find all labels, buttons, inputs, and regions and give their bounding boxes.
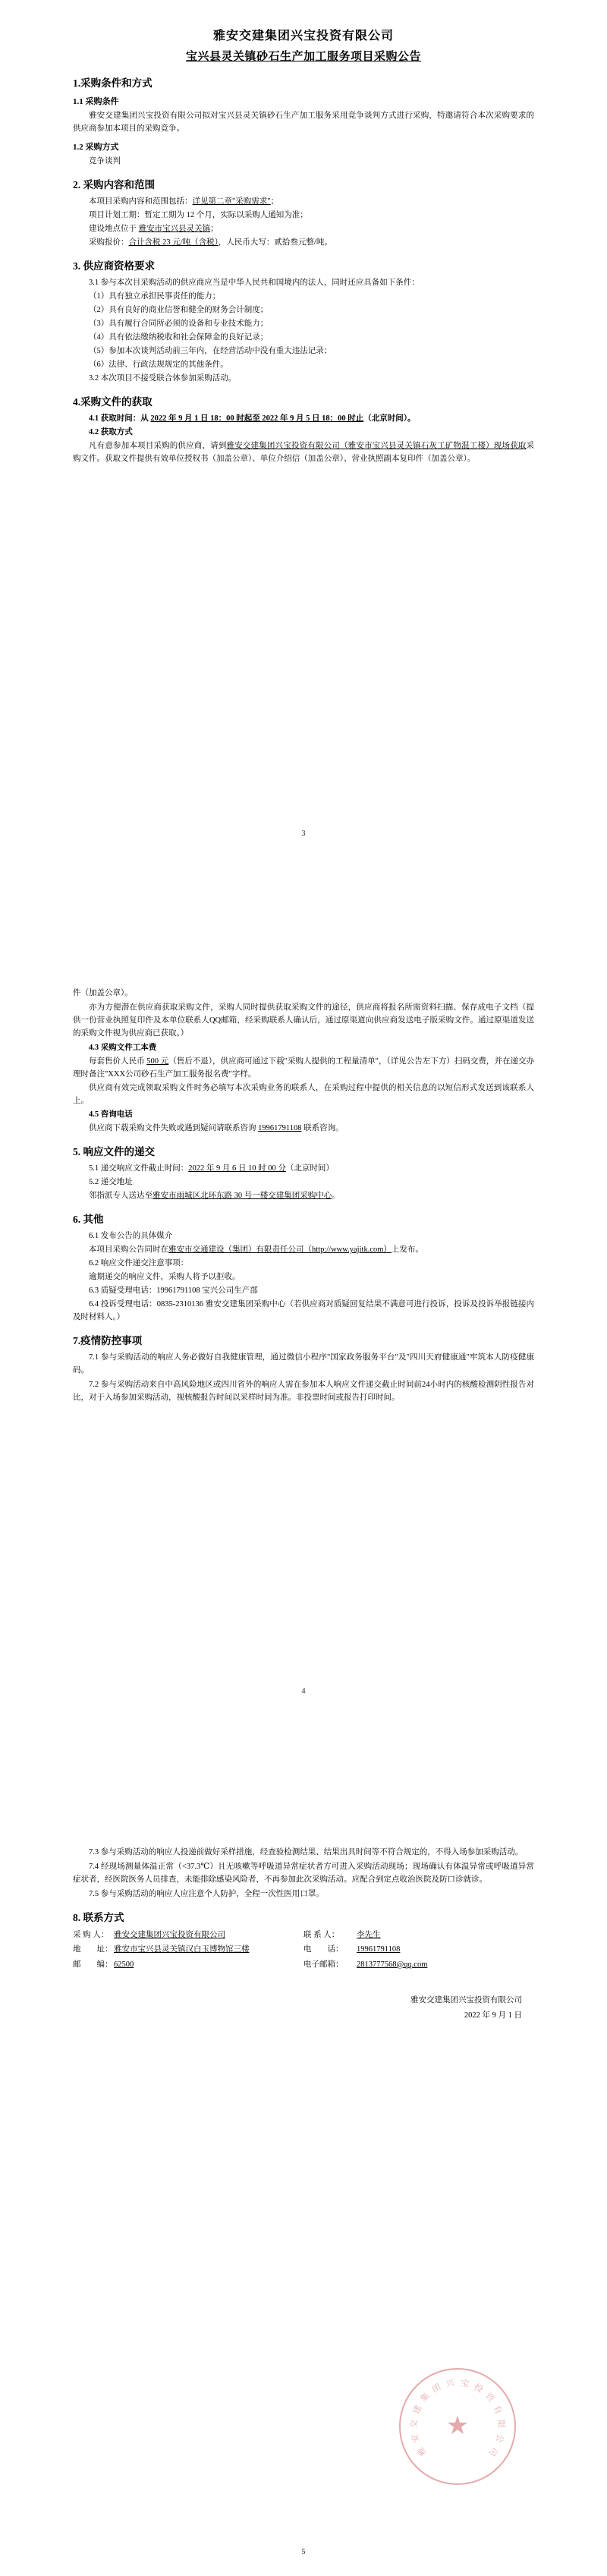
contact-value: 李先生 xyxy=(357,1931,381,1939)
paragraph: 每套售价人民币 500 元（售后不退），供应商可通过下载"采购人提供的工程量清单"，（详见公告左下方）扫码交费，并在递交办理时备注"XXX公司砂石生产加工服务报名费"字样。 xyxy=(73,1057,535,1079)
contact-label: 采 购 人： xyxy=(73,1931,109,1939)
section-heading-2: 2. 采购内容和范围 xyxy=(73,179,155,191)
paragraph: 6.4 投诉受理电话：0835-2310136 雅安交建集团采购中心（若供应商对质疑回复结果不满意可进行投诉，投诉及投诉举报链接内及时材料人。） xyxy=(73,1300,535,1321)
contact-value: 19961791108 xyxy=(357,1945,401,1954)
subsection-heading-1-2: 1.2 采购方式 xyxy=(73,143,119,152)
page-number: 3 xyxy=(301,830,306,838)
continued-fragment: 件（加盖公章）。 xyxy=(73,989,133,997)
paragraph: （6）法律、行政法规规定的其他条件。 xyxy=(89,361,228,369)
contact-label: 电子邮箱： xyxy=(304,1960,344,1969)
paragraph: 6.1 发布公告的具体媒介 xyxy=(89,1232,173,1240)
paragraph: 7.1 参与采购活动的响应人务必做好自我健康管理，通过微信小程序"国家政务服务平台"及"四川天府健康通"牢筑本人防疫健康码。 xyxy=(73,1353,534,1375)
paragraph: 3.2 本次项目不接受联合体参加采购活动。 xyxy=(89,374,237,383)
signature-block xyxy=(73,1993,534,2023)
paragraph: 7.4 经现场测量体温正常（<37.3℃）且无咳嗽等呼吸道异常症状者方可进入采购活动现场；现场确认有体温异常或呼吸道异常症状者，经医院医务人员排查，未能排除感染风险者，不再参加此次采购活动。应配合到定点收治医院及防口诊就诊。 xyxy=(73,1863,534,1884)
section-heading-8: 8. 联系方式 xyxy=(73,1912,124,1923)
paragraph: 4.2 获取方式 xyxy=(89,428,133,436)
page-top-spacer xyxy=(73,858,534,987)
paragraph: 建设地点位于 雅安市宝兴县灵关镇； xyxy=(89,225,219,233)
paragraph: 5.2 递交地址 xyxy=(89,1178,133,1186)
section-heading-6: 6. 其他 xyxy=(73,1214,104,1225)
document-page-1 xyxy=(0,0,607,858)
paragraph: （1）具有独立承担民事责任的能力； xyxy=(89,292,221,301)
company-seal-stamp xyxy=(399,2368,516,2485)
paragraph: 7.2 参与采购活动来自中高风险地区或四川省外的响应人需在参加本人响应文件递交截止时间前24小时内的核酸检测阴性报告对比，对于入场参加采购活动，视核酸报告时间以采样时间为准。非投票时间或报告打印时间。 xyxy=(73,1381,534,1402)
star-icon: ★ xyxy=(445,2412,470,2440)
page-number: 4 xyxy=(301,1687,306,1696)
contact-table xyxy=(73,1928,534,1972)
document-page-3 xyxy=(0,1715,607,2576)
contact-label: 邮 编： xyxy=(73,1960,113,1969)
section-heading-1: 1.采购条件和方式 xyxy=(73,77,153,89)
paragraph: 6.2 响应文件递交注意事项： xyxy=(89,1259,189,1268)
contact-value: 雅安交建集团兴宝投资有限公司 xyxy=(114,1931,225,1939)
seal-ring-text: 雅 安 交 建 集 团 兴 宝 投 资 有 限 公 司 xyxy=(409,2378,506,2458)
contact-label: 电 话： xyxy=(304,1945,344,1954)
subsection-heading-1-1: 1.1 采购条件 xyxy=(73,97,119,106)
signature-org: 雅安交建集团兴宝投资有限公司 xyxy=(410,1996,522,2005)
page-top-spacer xyxy=(73,1715,534,1844)
paragraph: 本项目采购内容和范围包括：详见第二章"采购需求"； xyxy=(89,197,279,206)
table-row xyxy=(73,1957,534,1972)
paragraph: 逾期递交的响应文件，采购人将予以拒收。 xyxy=(89,1273,241,1281)
paragraph: 4.1 获取时间：从 2022 年 9 月 1 日 18：00 时起至 2022 年 9 月 5 日 18：00 时止（北京时间）。 xyxy=(89,414,416,423)
paragraph: 本项目采购公告同时在雅安市交通建设（集团）有限责任公司（http://www.yajitk.com）上发布。 xyxy=(89,1245,423,1254)
paragraph: 亦为方便潜在供应商获取采购文件，采购人同时提供获取采购文件的途径，供应商将报名所需资料扫描、保存成电子文档（提供一份营业执照复印件及本单位联系人QQ邮箱，经采购联系人确认后，通过原渠道向供应商发送电子版采购文件。通过原渠道发送的采购文件视为供应商已获取。） xyxy=(73,1003,534,1038)
paragraph: （3）具有履行合同所必须的设备和专业技术能力； xyxy=(89,320,269,328)
section-heading-4: 4.采购文件的获取 xyxy=(73,396,153,408)
paragraph: 采购报价：合计含税 23 元/吨（含税），人民币大写：贰拾叁元整/吨。 xyxy=(89,238,332,247)
paragraph: 供应商下载采购文件失败或遇到疑问请联系咨询 19961791108 联系咨询。 xyxy=(89,1124,344,1132)
document-page-2 xyxy=(0,858,607,1715)
section-heading-3: 3. 供应商资格要求 xyxy=(73,260,155,272)
paragraph: 项目计划工期：暂定工期为 12 个月，实际以采购人通知为准； xyxy=(89,211,308,219)
paragraph: 凡有意参加本项目采购的供应商，请到雅安交建集团兴宝投资有限公司（雅安市宝兴县灵关镇石灰工矿物混工楼）现场获取采购文件。获取文件提供有效单位授权书（加盖公章）、单位介绍信（加盖公章）、营业执照副本复印件（加盖公章）。 xyxy=(73,442,535,463)
table-row xyxy=(73,1928,534,1942)
section-heading-5: 5. 响应文件的递交 xyxy=(73,1146,155,1157)
paragraph: 4.5 咨询电话 xyxy=(89,1110,133,1119)
paragraph: （5）参加本次谈判活动前三年内，在经营活动中没有重大违法记录； xyxy=(89,347,332,355)
paragraph: 6.3 质疑受理电话：19961791108 宝兴公司生产部 xyxy=(89,1286,258,1295)
paragraph: 7.5 参与采购活动的响应人应注意个人防护，全程一次性医用口罩。 xyxy=(89,1890,324,1898)
paragraph: 供应商有效完成领取采购文件时务必填写本次采购业务的联系人，在采购过程中提供的相关信息的以短信形式发送到该联系人上。 xyxy=(73,1084,534,1105)
section-heading-7: 7.疫情防控事项 xyxy=(73,1335,143,1346)
paragraph: 5.1 递交响应文件截止时间：2022 年 9 月 6 日 10 时 00 分（北京时间） xyxy=(89,1164,334,1173)
paragraph: 3.1 参与本次目采购活动的供应商应当是中华人民共和国境内的法人，同时还应具备如下条件： xyxy=(89,279,420,287)
paragraph: （4）具有依法缴纳税收和社会保障金的良好记录； xyxy=(89,333,269,342)
contact-value: 2813777568@qq.com xyxy=(357,1960,428,1969)
paragraph: 雅安交建集团兴宝投资有限公司拟对宝兴县灵关镇砂石生产加工服务采用竞争谈判方式进行采购，特邀请符合本次采购要求的供应商参加本项目的采购竞争。 xyxy=(73,112,534,133)
paragraph: 7.3 参与采购活动的响应人投递前做好采样措施，经查验检测结果、结果出具时间等不符合规定的，不得入场参加采购活动。 xyxy=(89,1848,524,1856)
page-title: 雅安交建集团兴宝投资有限公司 xyxy=(212,30,394,43)
signature-date: 2022 年 9 月 1 日 xyxy=(464,2011,522,2020)
page-subtitle: 宝兴县灵关镇砂石生产加工服务项目采购公告 xyxy=(185,51,421,63)
contact-value: 62500 xyxy=(114,1960,134,1969)
table-row xyxy=(73,1942,534,1957)
paragraph: 邻指派专人送达至雅安市雨城区北环东路 30 号一楼交建集团采购中心。 xyxy=(89,1192,340,1200)
page-number: 5 xyxy=(301,2548,306,2556)
paragraph: 竞争谈判 xyxy=(89,157,121,165)
contact-value: 雅安市宝兴县灵关镇汉白玉博物馆三楼 xyxy=(114,1945,250,1954)
contact-label: 联 系 人： xyxy=(304,1931,340,1939)
paragraph: （2）具有良好的商业信誉和健全的财务会计制度； xyxy=(89,306,269,314)
paragraph: 4.3 采购文件工本费 xyxy=(89,1044,157,1052)
contact-label: 地 址： xyxy=(73,1945,113,1954)
